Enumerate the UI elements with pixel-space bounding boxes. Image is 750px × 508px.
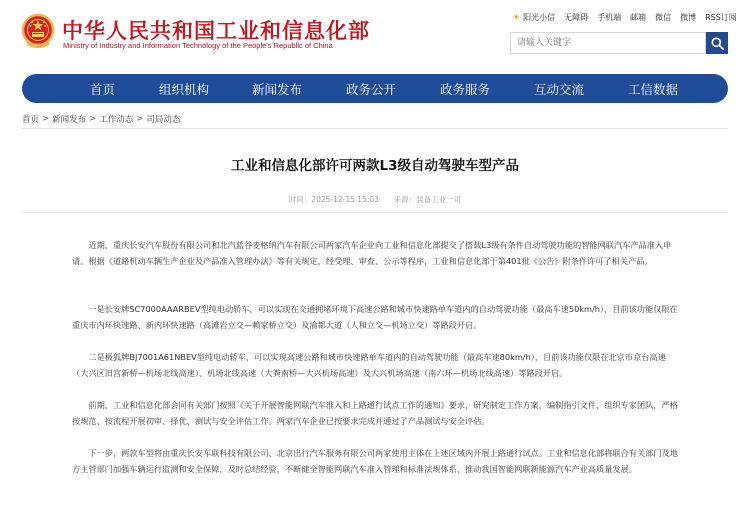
breadcrumb-work[interactable]: 工作动态 bbox=[99, 115, 134, 125]
nav-interaction[interactable]: 互动交流 bbox=[534, 82, 585, 97]
search-input[interactable] bbox=[510, 32, 706, 54]
breadcrumb-separator: > bbox=[42, 114, 50, 124]
accessibility-link[interactable]: 无障碍 bbox=[564, 13, 589, 22]
site-title[interactable]: 中华人民共和国工业和信息化部 bbox=[62, 19, 370, 43]
mobile-link[interactable]: 手机端 bbox=[597, 13, 622, 22]
breadcrumb-news[interactable]: 新闻发布 bbox=[52, 115, 87, 125]
publish-time: 时间：2025-12-15 15:03 bbox=[288, 195, 379, 204]
article-paragraph: 前期，工业和信息化部会同有关部门按照《关于开展智能网联汽车准入和上路通行试点工作的通知》要求，研究制定工作方案，编制指引文件，组织专家团队，严格按规范、按流程开展初审、择优、测试与安全评估工作。两家汽车企业已按要求完成并通过了产品测试与安全评估。 bbox=[72, 400, 678, 426]
nav-government-affairs[interactable]: 政务公开 bbox=[346, 82, 397, 97]
search-button[interactable] bbox=[706, 32, 728, 54]
sun-icon: ☀ bbox=[512, 12, 521, 23]
nav-news[interactable]: 新闻发布 bbox=[252, 82, 303, 97]
main-nav bbox=[22, 74, 728, 103]
rss-link[interactable]: RSS订阅 bbox=[705, 13, 737, 22]
wechat-link[interactable]: 微信 bbox=[655, 13, 672, 22]
nav-government-services[interactable]: 政务服务 bbox=[440, 82, 491, 97]
nav-industry-data[interactable]: 工信数据 bbox=[628, 82, 679, 97]
breadcrumb-divider bbox=[22, 128, 728, 129]
meta-divider bbox=[22, 212, 728, 213]
top-links bbox=[512, 12, 737, 23]
site-header bbox=[0, 0, 750, 66]
nav-home[interactable]: 首页 bbox=[90, 82, 116, 97]
article-paragraph: 一是长安牌SC7000AAARBEV型纯电动轿车，可以实现在交通拥堵环境下高速公路和城市快速路单车道内的自动驾驶功能（最高车速50km/h），目前该功能仅限在重庆市内环快速路、新内环快速路（高滩岩立交—赖家桥立交）及渝都大道（人和立交—机场立交）等路段开启。 bbox=[72, 304, 678, 330]
article-title: 工业和信息化部许可两款L3级自动驾驶车型产品 bbox=[231, 158, 519, 174]
article-meta bbox=[0, 194, 750, 205]
mail-link[interactable]: 邮箱 bbox=[630, 13, 647, 22]
article-paragraph: 近期，重庆长安汽车股份有限公司和北汽蓝谷麦格纳汽车有限公司两家汽车企业向工业和信息化部提交了搭载L3级有条件自动驾驶功能的智能网联汽车产品准入申请。根据《道路机动车辆生产企业及产品准入管理办法》等有关规定，经受理、审查、公示等程序，工业和信息化部于第401批《公告》附条件许可了相关产品。 bbox=[72, 240, 672, 266]
article-paragraph: 二是极狐牌BJ7001A61NBEV型纯电动轿车，可以实现高速公路和城市快速路单车道内的自动驾驶功能（最高车速80km/h），目前该功能仅限在北京市京台高速（大兴区旧宫新桥—机场北线高速）、机场北线高速（大粪南桥—大兴机场高速）及大兴机场高速（南六环—机场北线高速）等路段开启。 bbox=[72, 352, 666, 378]
national-emblem-icon[interactable] bbox=[21, 13, 55, 51]
breadcrumb-bureau[interactable]: 司局动态 bbox=[146, 115, 181, 125]
breadcrumb-home[interactable]: 首页 bbox=[22, 115, 40, 125]
nav-organization[interactable]: 组织机构 bbox=[159, 82, 210, 97]
site-subtitle: Ministry of Industry and Information Technology of the People's Republic of China bbox=[63, 41, 333, 50]
breadcrumb-separator: > bbox=[89, 114, 97, 124]
article-source: 来源：装备工业一司 bbox=[393, 195, 462, 204]
weibo-link[interactable]: 微博 bbox=[680, 13, 697, 22]
sunshine-link[interactable] bbox=[512, 12, 555, 23]
breadcrumb bbox=[22, 113, 180, 125]
search-icon bbox=[711, 37, 724, 50]
article-paragraph: 下一步，两款车型将由重庆长安车联科技有限公司、北京出行汽车服务有限公司两家使用主体在上述区域内开展上路通行试点。工业和信息化部将联合有关部门及地方主管部门加强车辆运行监测和安全保障，及时总结经验，不断健全智能网联汽车准入管理和标准法规体系，推动我国智能网联新能源汽车产业高质量发展。 bbox=[72, 448, 678, 474]
sunshine-label: 阳光小信 bbox=[523, 13, 556, 22]
breadcrumb-separator: > bbox=[136, 114, 144, 124]
